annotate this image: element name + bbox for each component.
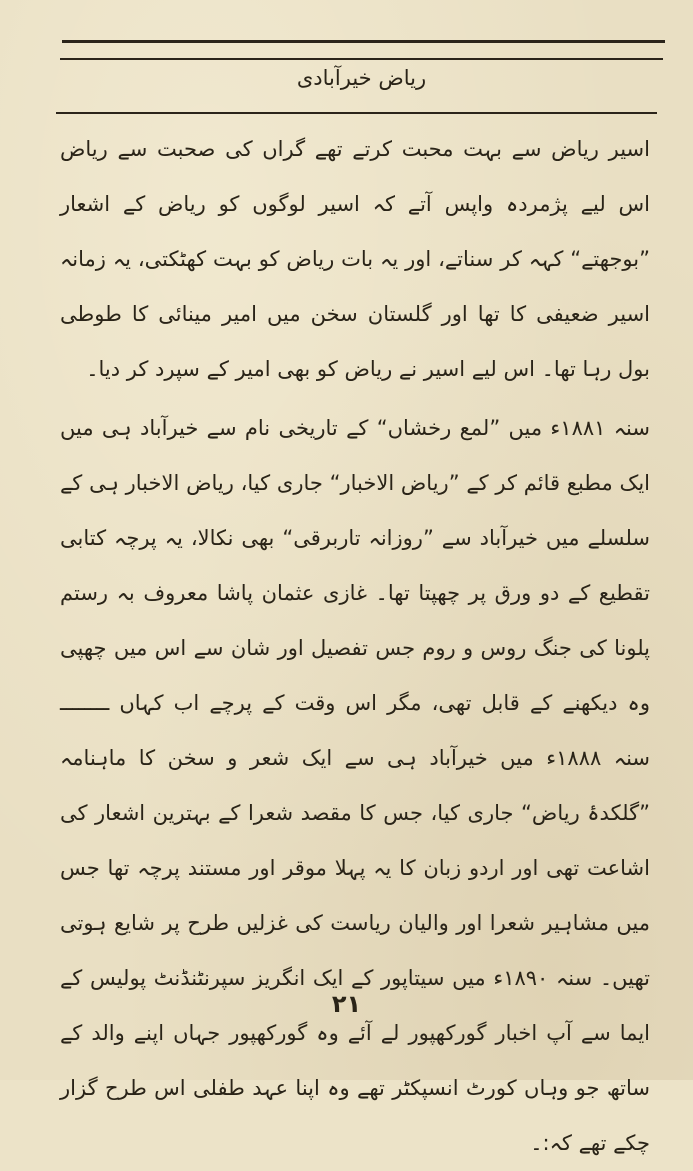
header-rule-bottom (56, 112, 657, 114)
paragraph-2: سنہ ۱۸۸۱ء میں ”لمع رخشاں“ کے تاریخی نام سے خیرآباد ہی میں ایک مطبع قائم کر کے ”ریاض الاخبار“ جاری کیا، ریاض الاخبار ہی کے سلسلے میں خیرآباد سے ”روزانہ تاربرقی“ بھی نکالا، یہ پرچہ کتابی تقطیع کے دو ورق پر چھپتا تھا۔ غازی عثمان پاشا معروف بہ رستم پلونا کی جنگ روس و روم جس تفصیل اور شان سے اس میں چھپی وہ دیکھنے کے قابل تھی، مگر اس وقت کے پرچے اب کہاں ــــــــ سنہ ۱۸۸۸ء میں خیرآباد ہی سے ایک شعر و سخن کا ماہنامہ ”گلکدۂ ریاض“ جاری کیا، جس کا مقصد شعرا کے بہترین اشعار کی اشاعت تھی اور اردو زبان کا یہ پہلا موقر اور مستند پرچہ تھا جس میں مشاہیر شعرا اور والیان ریاست کی غزلیں طرح پر شایع ہوتی تھیں۔ سنہ ۱۸۹۰ء میں سیتاپور کے ایک انگریز سپرنٹنڈنٹ پولیس کے ایما سے آپ اخبار گورکھپور لے آئے وہ گورکھپور جہاں اپنے والد کے ساتھ جو وہاں کورٹ انسپکٹر تھے وہ اپنا عہد طفلی اس طرح گزار چکے تھے کہ:۔ (60, 416, 651, 1155)
page-number: ۲۱ (331, 990, 362, 1018)
header-rule-middle (60, 58, 663, 60)
header-rule-top (62, 40, 665, 43)
running-title: ریاض خیرآبادی (296, 66, 427, 90)
paragraph-1: اسیر ریاض سے بہت محبت کرتے تھے گراں کی صحبت سے ریاض اس لیے پژمردہ واپس آتے کہ اسیر لوگوں کو ریاض کے اشعار ”بوجھتے“ کہہ کر سناتے، اور یہ بات ریاض کو بہت کھٹکتی، یہ زمانہ اسیر ضعیفی کا تھا اور گلستان سخن میں امیر مینائی کا طوطی بول رہا تھا۔ اس لیے اسیر نے ریاض کو بھی امیر کے سپرد کر دیا۔ (60, 137, 650, 381)
